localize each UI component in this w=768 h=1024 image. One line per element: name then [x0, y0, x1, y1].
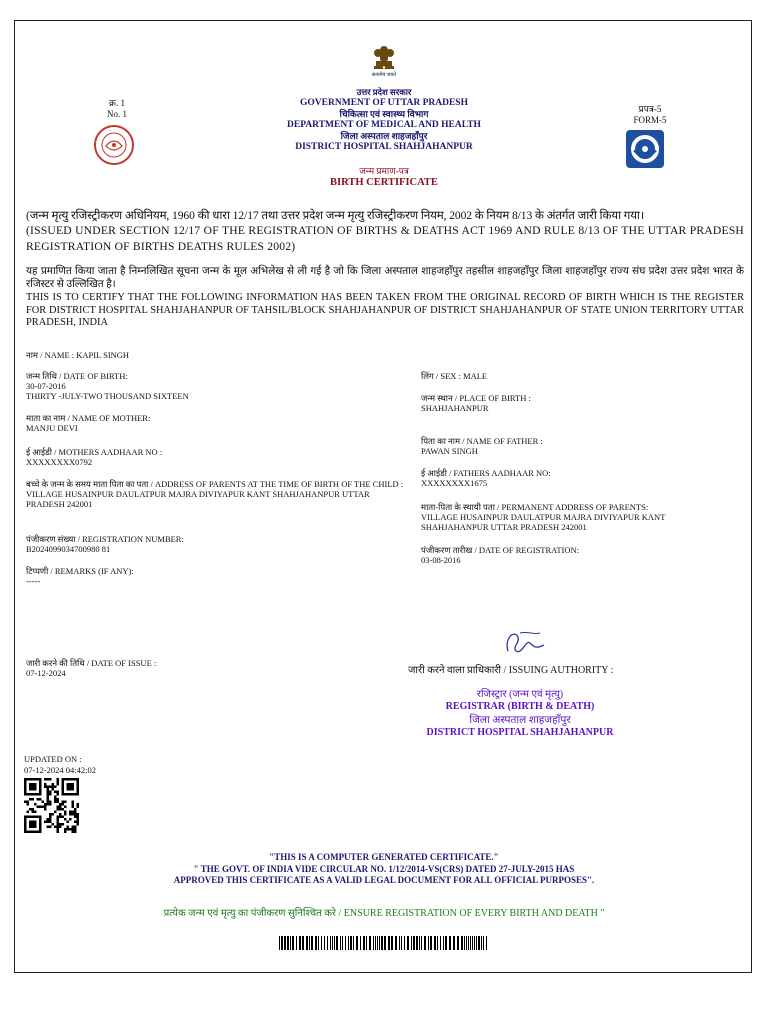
reg-date-label: पंजीकरण तारीख / DATE OF REGISTRATION:	[421, 545, 580, 555]
dob-words: THIRTY -JULY-TWO THOUSAND SIXTEEN	[26, 391, 189, 401]
form-hindi: प्रपत्र-5	[638, 104, 662, 114]
remarks-label: टिप्पणी / REMARKS (IF ANY):	[26, 566, 134, 576]
father-aadhaar-value: XXXXXXXX1675	[421, 478, 488, 488]
dob-label: जन्म तिथि / DATE OF BIRTH:	[26, 371, 128, 381]
remarks-value: -----	[26, 576, 41, 586]
address-birth-label: बच्चे के जन्म के समय माता पिता का पता / ADDRESS OF PARENTS AT THE TIME OF BIRTH OF THE CHILD :	[26, 479, 404, 489]
hospital-hindi: जिला अस्पताल शाहजहाँपुर	[340, 131, 428, 141]
issuing-hospital-english: DISTRICT HOSPITAL SHAHJAHANPUR	[426, 726, 614, 738]
hospital-english: DISTRICT HOSPITAL SHAHJAHANPUR	[295, 142, 473, 152]
footer-line-3: APPROVED THIS CERTIFICATE AS A VALID LEGAL DOCUMENT FOR ALL OFFICIAL PURPOSES".	[173, 875, 595, 885]
dob-value: 30-07-2016	[26, 381, 66, 391]
updated-label: UPDATED ON :	[24, 754, 82, 764]
child-name: नाम / NAME : KAPIL SINGH	[26, 350, 130, 360]
issue-date-value: 07-12-2024	[26, 668, 66, 678]
crs-logo-icon	[626, 130, 664, 168]
updated-value: 07-12-2024 04:42:02	[24, 765, 97, 775]
serial-english: No. 1	[107, 109, 127, 119]
address-birth-value: VILLAGE HUSAINPUR DAULATPUR MAJRA DIVIYAPUR KANT SHAHJAHANPUR UTTAR PRADESH 242001	[26, 489, 370, 509]
issuing-hospital-hindi: जिला अस्पताल शाहजहाँपुर	[469, 714, 571, 726]
issued-under-hindi: (जन्म मृत्यु रजिस्ट्रीकरण अधिनियम, 1960 की धारा 12/17 तथा उत्तर प्रदेश जन्म मृत्यु रजिस्ट्रीकरण नियम, 2002 के नियम 8/13 के अंतर्गत जारी किया गया।	[26, 209, 645, 222]
reg-no-value: B2024099034700980 81	[26, 544, 111, 554]
serial-hindi: क्र. 1	[109, 98, 125, 108]
footer-line-2: " THE GOVT. OF INDIA VIDE CIRCULAR NO. 1/12/2014-VS(CRS) DATED 27-JULY-2015 HAS	[193, 863, 575, 874]
father-value: PAWAN SINGH	[421, 446, 478, 456]
title-hindi: जन्म प्रमाण-पत्र	[359, 166, 409, 176]
form-english: FORM-5	[633, 115, 667, 125]
registrar-hindi: रजिस्ट्रार (जन्म एवं मृत्यु)	[476, 689, 564, 700]
address-perm-value: VILLAGE HUSAINPUR DAULATPUR MAJRA DIVIYAPUR KANT SHAHJAHANPUR UTTAR PRADESH 242001	[421, 512, 666, 532]
title-english: BIRTH CERTIFICATE	[330, 177, 438, 188]
issuing-authority-label: जारी करने वाला प्राधिकारी / ISSUING AUTHORITY :	[408, 665, 614, 676]
certify-english: THIS IS TO CERTIFY THAT THE FOLLOWING INFORMATION HAS BEEN TAKEN FROM THE ORIGINAL RECORD OF BIRTH WHICH IS THE REGISTER FOR DISTRICT HOSPITAL SHAHJAHANPUR OF TAHSIL/BLOCK SHAHJAHANPUR OF DISTRICT SHAHJAHANPUR OF STATE UNION TERRITORY UTTAR PRADESH, INDIA	[26, 292, 744, 328]
sex-field: लिंग / SEX : MALE	[421, 371, 488, 381]
dept-english: DEPARTMENT OF MEDICAL AND HEALTH	[287, 120, 481, 130]
father-aadhaar-label: ई आईडी / FATHERS AADHAAR NO:	[421, 468, 551, 478]
mother-value: MANJU DEVI	[26, 423, 78, 433]
issued-under-english: (ISSUED UNDER SECTION 12/17 OF THE REGISTRATION OF BIRTHS & DEATHS ACT 1969 AND RULE 8/13 OF THE UTTAR PRADESH REGISTRATION OF BIRTHS DEATHS RULES 2002)	[26, 224, 744, 253]
mother-label: माता का नाम / NAME OF MOTHER:	[26, 413, 151, 423]
govt-english: GOVERNMENT OF UTTAR PRADESH	[300, 98, 468, 108]
footer-line-1: "THIS IS A COMPUTER GENERATED CERTIFICATE."	[269, 852, 499, 862]
issue-date-label: जारी करने की तिथि / DATE OF ISSUE :	[26, 658, 157, 668]
address-perm-label: माता-पिता के स्थायी पता / PERMANENT ADDRESS OF PARENTS:	[421, 502, 649, 512]
qr-code-icon	[24, 778, 84, 834]
registrar-english: REGISTRAR (BIRTH & DEATH)	[445, 701, 595, 712]
pob-value: SHAHJAHANPUR	[421, 403, 489, 413]
reg-date-value: 03-08-2016	[421, 555, 461, 565]
emblem-caption: सत्यमेव जयते	[371, 73, 397, 78]
mother-aadhaar-label: ई आईडी / MOTHERS AADHAAR NO :	[26, 447, 163, 457]
pob-label: जन्म स्थान / PLACE OF BIRTH :	[421, 393, 531, 403]
barcode-icon	[279, 936, 489, 950]
certify-hindi: यह प्रमाणित किया जाता है निम्नलिखित सूचना जन्म के मूल अभिलेख से ली गई है जो कि जिला अस्पताल शाहजहाँपुर तहसील शाहजहाँपुर जिला शाहजहाँपुर राज्य संघ प्रदेश उत्तर प्रदेश भारत के रजिस्टर से उल्लिखित है।	[26, 266, 744, 290]
govt-hindi: उत्तर प्रदेश सरकार	[356, 87, 412, 97]
father-label: पिता का नाम / NAME OF FATHER :	[421, 436, 543, 446]
ensure-registration: प्रत्येक जन्म एवं मृत्यु का पंजीकरण सुनिश्चित करे / ENSURE REGISTRATION OF EVERY BIRTH AND DEATH "	[163, 908, 605, 919]
signature-icon	[500, 625, 548, 659]
mother-aadhaar-value: XXXXXXXX0792	[26, 457, 93, 467]
reg-no-label: पंजीकरण संख्या / REGISTRATION NUMBER:	[26, 534, 184, 544]
dept-hindi: चिकित्सा एवं स्वास्थ्य विभाग	[339, 109, 429, 119]
